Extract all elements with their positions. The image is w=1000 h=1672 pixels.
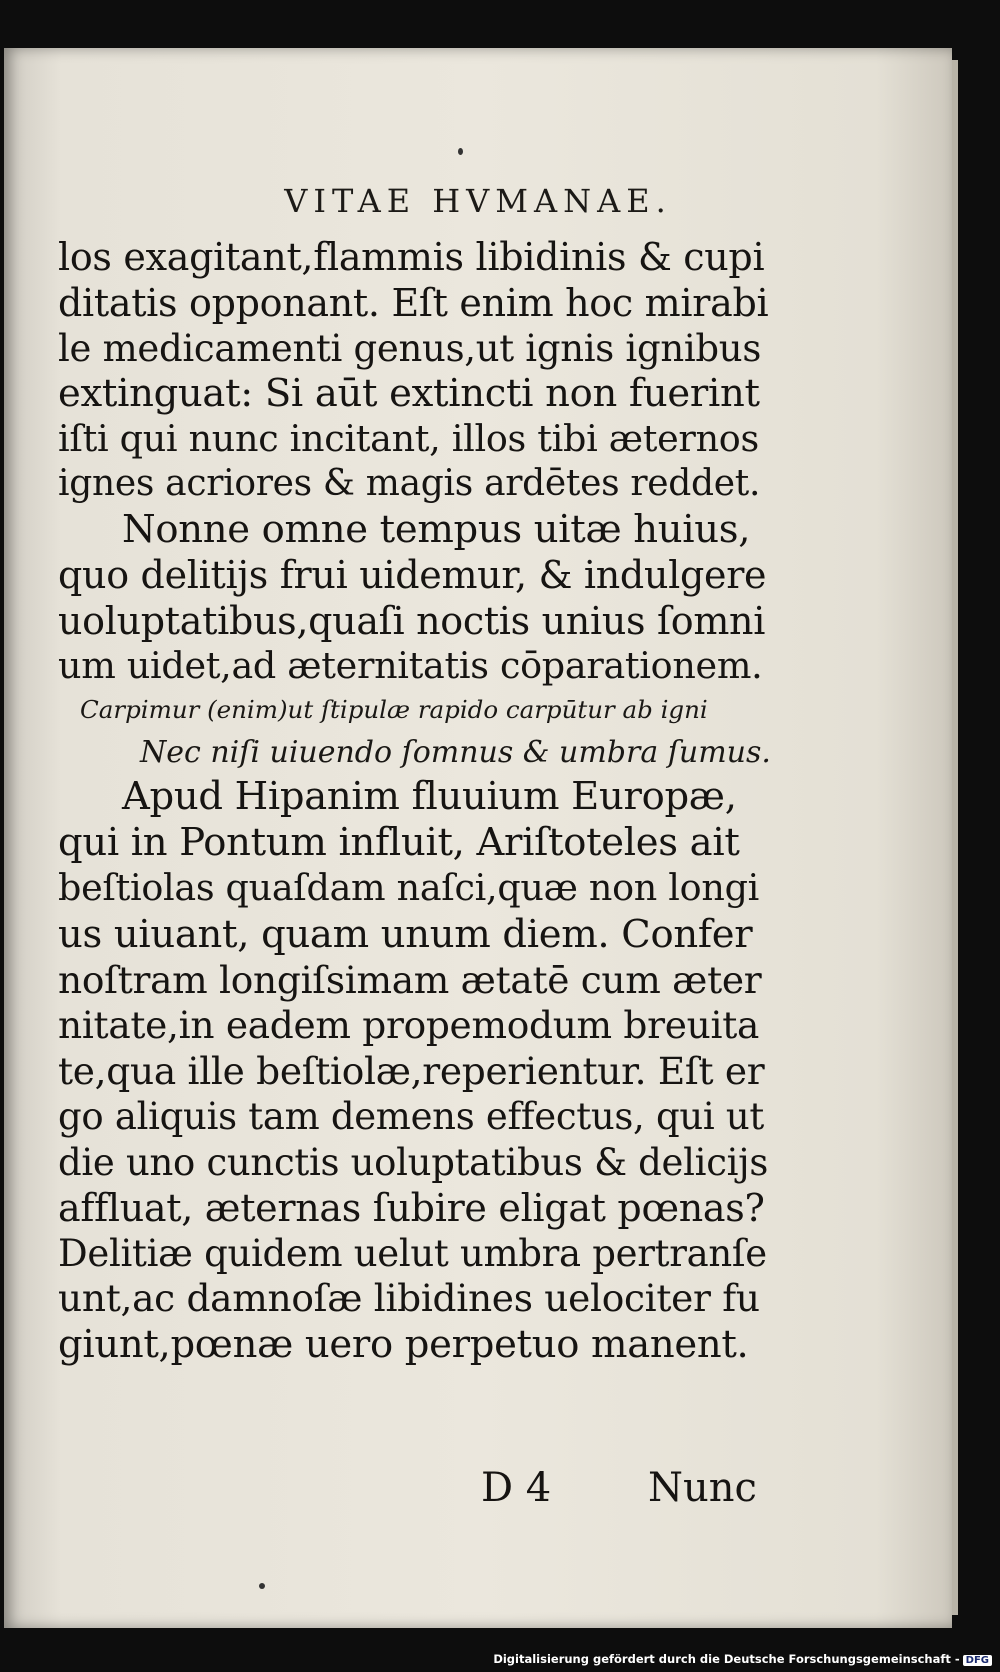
running-head: VITAE HVMANAE.: [284, 182, 672, 220]
credit-text: Digitalisierung gefördert durch die Deutsche Forschungsgemeinschaft -: [493, 1652, 960, 1666]
text-line: qui in Pontum influit, Ariſtoteles ait: [58, 820, 740, 865]
dfg-logo: DFG: [963, 1655, 992, 1666]
text-line: iſti qui nunc incitant, illos tibi æternos: [58, 417, 759, 460]
text-line: quo delitijs frui uidemur, & indulgere: [58, 553, 767, 597]
text-line: nitate,in eadem propemodum breuita: [58, 1003, 760, 1047]
text-line: ignes acriores & magis ardētes reddet.: [58, 463, 761, 504]
text-line: unt,ac damnoſæ libidines uelociter fu: [58, 1276, 760, 1320]
verse-line: Nec niſi uiuendo ſomnus & umbra ſumus.: [140, 735, 771, 770]
text-line: Delitiæ quidem uelut umbra pertranſe: [58, 1232, 767, 1275]
text-line: Apud Hipanim fluuium Europæ,: [122, 774, 737, 819]
text-line: ditatis opponant. Eſt enim hoc mirabi: [58, 281, 769, 325]
text-line: giunt,pœnæ uero perpetuo manent.: [58, 1322, 749, 1367]
text-line: extinguat: Si aūt extincti non fuerint: [58, 371, 760, 416]
text-line: los exagitant,flammis libidinis & cupi: [58, 235, 765, 279]
text-line: die uno cunctis uoluptatibus & delicijs: [58, 1141, 769, 1184]
text-line: uoluptatibus,quaſi noctis unius ſomni: [58, 599, 766, 643]
text-line: affluat, æternas ſubire eligat pœnas?: [58, 1186, 765, 1230]
page-edge: [952, 60, 958, 1615]
ink-dot: [458, 148, 463, 155]
verse-line: Carpimur (enim)ut ſtipulæ rapido carpūtur ab igni: [80, 695, 708, 724]
text-line: go aliquis tam demens effectus, qui ut: [58, 1095, 764, 1138]
text-line: noſtram longiſsimam ætatē cum æter: [58, 958, 762, 1002]
text-line: us uiuant, quam unum diem. Confer: [58, 912, 753, 957]
text-line: te,qua ille beſtiolæ,reperientur. Eſt er: [58, 1049, 765, 1093]
digitization-credit: [493, 1652, 992, 1666]
text-line: Nonne omne tempus uitæ huius,: [122, 507, 751, 552]
text-line: beſtiolas quaſdam naſci,quæ non longi: [58, 866, 760, 909]
signature-mark: D 4: [481, 1465, 552, 1511]
book-page: [4, 48, 952, 1628]
ink-dot: [259, 1583, 265, 1589]
text-line: le medicamenti genus,ut ignis ignibus: [58, 327, 762, 370]
catchword: Nunc: [648, 1465, 757, 1511]
text-line: um uidet,ad æternitatis cōparationem.: [58, 644, 763, 687]
